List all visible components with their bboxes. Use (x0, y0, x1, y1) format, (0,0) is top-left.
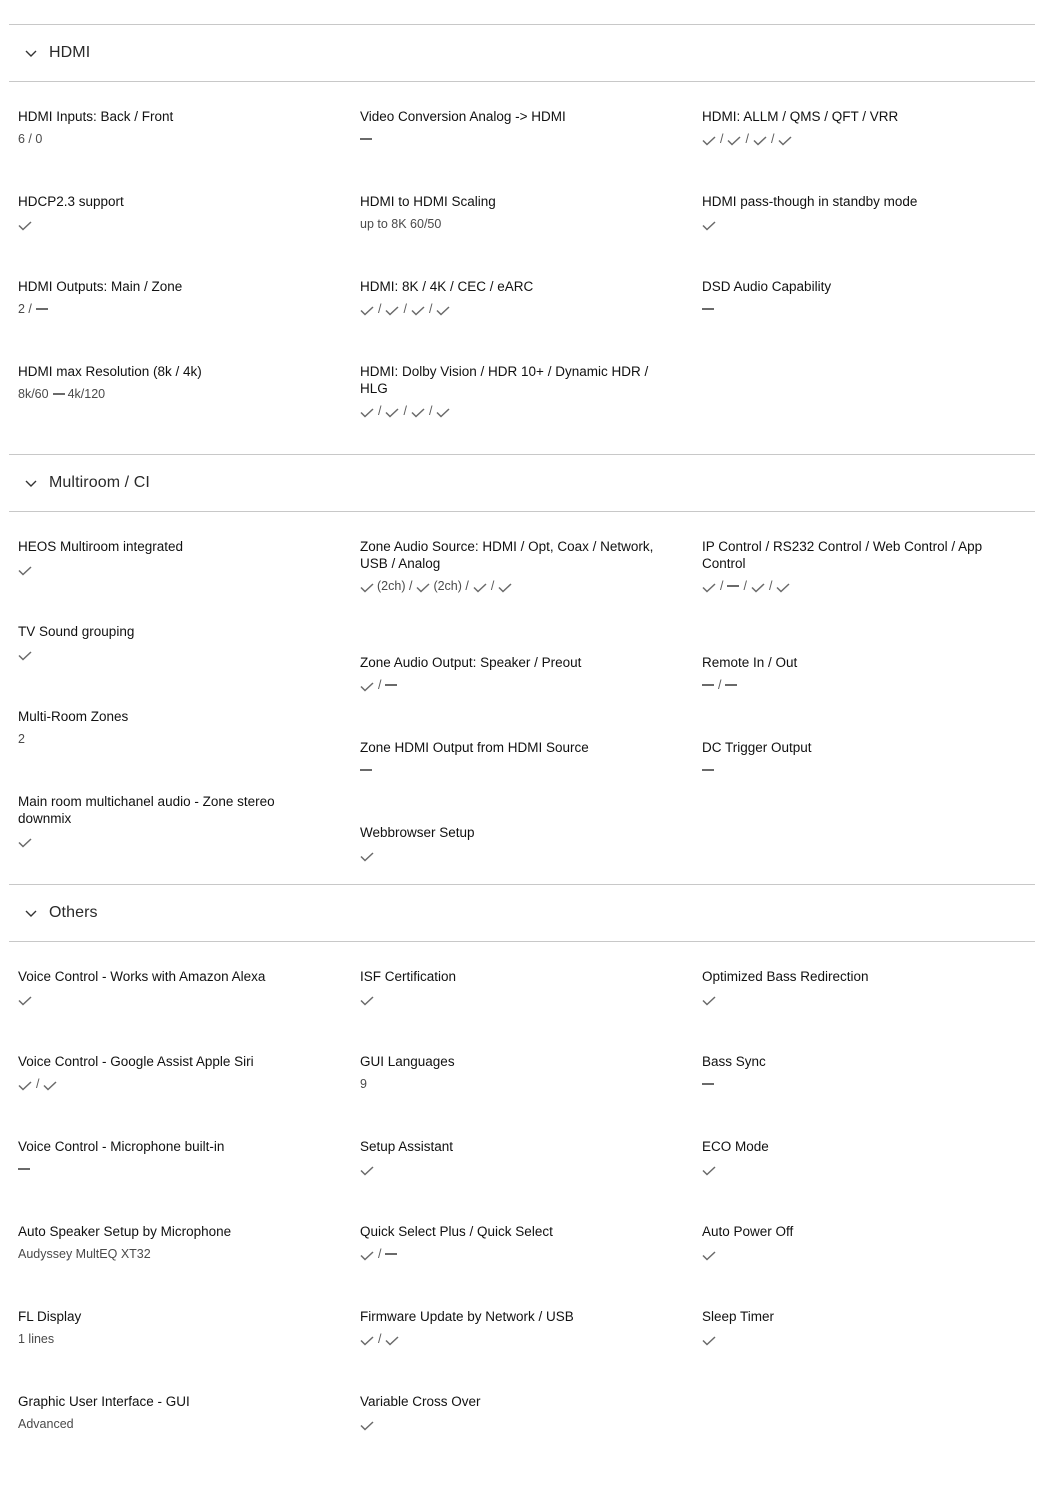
spec-value (18, 1331, 327, 1347)
chevron-down-icon (23, 905, 39, 921)
spec-label: HDCP2.3 support (18, 194, 124, 209)
dash-icon (385, 1253, 397, 1255)
spec-value (360, 762, 669, 778)
spec-value (18, 216, 327, 232)
spec-item (351, 538, 693, 608)
check-icon (702, 1334, 716, 1344)
spec-value (360, 991, 669, 1007)
spec-value (18, 301, 327, 317)
spec-value (360, 677, 669, 693)
separator: / (720, 579, 724, 593)
spec-label: Auto Power Off (702, 1224, 794, 1239)
spec-item (9, 1138, 351, 1208)
spec-value (702, 578, 1011, 594)
spec-item (693, 1138, 1035, 1208)
spec-value (360, 1416, 669, 1432)
separator: / (490, 579, 495, 593)
spec-item (693, 1308, 1035, 1378)
chevron-down-icon (23, 475, 39, 491)
dash-icon (702, 1083, 714, 1085)
spec-item (9, 108, 351, 178)
dash-icon (702, 769, 714, 771)
spec-value-text: 8k/60 (18, 387, 49, 401)
spec-label: Remote In / Out (702, 655, 798, 670)
spec-item (351, 1138, 693, 1208)
spec-value-text: 1 lines (18, 1332, 55, 1346)
spec-label: Firmware Update by Network / USB (360, 1309, 574, 1324)
spec-value (360, 1076, 669, 1092)
spec-value (702, 1161, 1011, 1177)
check-icon (702, 994, 716, 1004)
dash-icon (725, 684, 737, 686)
separator: / (720, 132, 724, 146)
spec-label: HDMI Inputs: Back / Front (18, 109, 174, 124)
spec-item (9, 968, 351, 1038)
spec-value (702, 131, 1011, 147)
separator: / (745, 132, 749, 146)
spec-label: Voice Control - Works with Amazon Alexa (18, 969, 266, 984)
spec-grid (9, 512, 1035, 884)
separator: / (428, 302, 433, 316)
check-icon (702, 581, 716, 591)
dash-icon (53, 393, 65, 395)
spec-item (9, 623, 351, 693)
spec-value (18, 731, 327, 747)
separator: / (378, 404, 382, 418)
spec-label: ISF Certification (360, 969, 457, 984)
spec-item (351, 623, 693, 693)
spec-label: Graphic User Interface - GUI (18, 1394, 190, 1409)
spec-item (351, 1223, 693, 1293)
spec-item (351, 108, 693, 178)
spec-item (9, 1223, 351, 1293)
check-icon (360, 1419, 374, 1429)
check-icon (360, 994, 374, 1004)
separator: / (378, 302, 382, 316)
spec-item (9, 1053, 351, 1123)
spec-item (9, 1308, 351, 1378)
spec-label: FL Display (18, 1309, 82, 1324)
dash-icon (385, 684, 397, 686)
spec-label: DC Trigger Output (702, 740, 812, 755)
spec-item (9, 363, 351, 433)
spec-value (360, 216, 669, 232)
spec-value (360, 301, 669, 317)
check-icon (43, 1079, 57, 1089)
spec-label: Zone Audio Output: Speaker / Preout (360, 655, 582, 670)
dash-icon (702, 684, 714, 686)
spec-label: Multi-Room Zones (18, 709, 129, 724)
check-icon (18, 649, 32, 659)
spec-label: Video Conversion Analog -> HDMI (360, 109, 566, 124)
spec-item (693, 193, 1035, 263)
dash-icon (360, 138, 372, 140)
spec-value-text: (2ch) / (433, 579, 469, 593)
spec-label: HDMI to HDMI Scaling (360, 194, 496, 209)
spec-item (9, 1393, 351, 1463)
spec-label: HDMI pass-though in standby mode (702, 194, 918, 209)
spec-value (702, 301, 1011, 317)
spec-value (702, 762, 1011, 778)
check-icon (702, 134, 716, 144)
spec-label: Zone Audio Source: HDMI / Opt, Coax / Network, USB / Analog (360, 539, 654, 571)
dash-icon (727, 585, 739, 587)
check-icon (360, 680, 374, 690)
spec-value (18, 1161, 327, 1177)
spec-label: DSD Audio Capability (702, 279, 832, 294)
dash-icon (702, 308, 714, 310)
separator: / (378, 678, 382, 692)
section-title: Multiroom / CI (49, 474, 150, 491)
spec-value (702, 216, 1011, 232)
spec-value-text: up to 8K 60/50 (360, 217, 442, 231)
check-icon (360, 304, 374, 314)
spec-label: Webbrowser Setup (360, 825, 475, 840)
spec-value (18, 1416, 327, 1432)
spec-item (693, 968, 1035, 1038)
spec-value (702, 1076, 1011, 1092)
spec-item (9, 708, 351, 778)
section-multiroom (9, 454, 1035, 884)
spec-label: Setup Assistant (360, 1139, 454, 1154)
check-icon (753, 134, 767, 144)
spec-item (9, 793, 351, 863)
spec-item (693, 278, 1035, 348)
check-icon (702, 1249, 716, 1259)
section-toggle-others[interactable] (9, 885, 1035, 942)
check-icon (360, 406, 374, 416)
spec-page (9, 24, 1035, 1484)
spec-label: HDMI: ALLM / QMS / QFT / VRR (702, 109, 899, 124)
check-icon (702, 219, 716, 229)
spec-item (693, 108, 1035, 178)
separator: / (718, 678, 722, 692)
spec-value-text: (2ch) / (377, 579, 413, 593)
spec-value-text: 4k/120 (67, 387, 106, 401)
spec-label: Variable Cross Over (360, 1394, 481, 1409)
separator: / (378, 1247, 382, 1261)
section-toggle-multiroom[interactable] (9, 455, 1035, 512)
check-icon (416, 581, 430, 591)
spec-grid (9, 942, 1035, 1484)
check-icon (18, 564, 32, 574)
dash-icon (360, 769, 372, 771)
check-icon (411, 304, 425, 314)
separator: / (743, 579, 747, 593)
spec-item (693, 623, 1035, 693)
check-icon (498, 581, 512, 591)
spec-value (702, 991, 1011, 1007)
spec-item (351, 1393, 693, 1463)
check-icon (776, 581, 790, 591)
spec-item (351, 278, 693, 348)
spec-empty (693, 1393, 1035, 1463)
separator: / (428, 404, 433, 418)
spec-item (351, 968, 693, 1038)
spec-label: TV Sound grouping (18, 624, 135, 639)
spec-item (351, 1308, 693, 1378)
spec-item (9, 278, 351, 348)
spec-empty (693, 363, 1035, 433)
section-title: HDMI (49, 44, 91, 61)
spec-label: GUI Languages (360, 1054, 455, 1069)
spec-label: Voice Control - Google Assist Apple Siri (18, 1054, 254, 1069)
spec-label: HDMI Outputs: Main / Zone (18, 279, 183, 294)
check-icon (751, 581, 765, 591)
separator: / (770, 132, 775, 146)
spec-value-text: Advanced (18, 1417, 74, 1431)
spec-value (360, 131, 669, 147)
spec-value-text: 2 (18, 732, 25, 746)
check-icon (360, 581, 374, 591)
spec-value (360, 1331, 669, 1347)
spec-empty (693, 793, 1035, 863)
spec-value (18, 1076, 327, 1092)
spec-label: Auto Speaker Setup by Microphone (18, 1224, 232, 1239)
spec-item (351, 193, 693, 263)
spec-value (360, 578, 669, 594)
spec-item (9, 193, 351, 263)
spec-value (360, 403, 669, 419)
check-icon (727, 134, 741, 144)
separator: / (36, 1077, 40, 1091)
spec-value (18, 131, 327, 147)
check-icon (18, 219, 32, 229)
check-icon (411, 406, 425, 416)
spec-item (693, 1223, 1035, 1293)
spec-item (351, 793, 693, 863)
spec-item (693, 538, 1035, 608)
spec-label: Bass Sync (702, 1054, 766, 1069)
spec-value-text: 9 (360, 1077, 367, 1091)
check-icon (18, 994, 32, 1004)
check-icon (360, 1334, 374, 1344)
spec-item (351, 363, 693, 433)
spec-value-text: 2 / (18, 302, 32, 316)
spec-value (702, 677, 1011, 693)
spec-item (693, 1053, 1035, 1123)
spec-value (360, 1161, 669, 1177)
spec-label: Optimized Bass Redirection (702, 969, 869, 984)
spec-item (351, 708, 693, 778)
section-others (9, 884, 1035, 1484)
chevron-down-icon (23, 45, 39, 61)
check-icon (778, 134, 792, 144)
spec-value (18, 561, 327, 577)
spec-value (18, 833, 327, 849)
spec-label: HDMI: Dolby Vision / HDR 10+ / Dynamic HDR / HLG (360, 364, 649, 396)
spec-value-text: 6 / 0 (18, 132, 43, 146)
spec-label: Voice Control - Microphone built-in (18, 1139, 225, 1154)
check-icon (473, 581, 487, 591)
check-icon (702, 1164, 716, 1174)
spec-label: Zone HDMI Output from HDMI Source (360, 740, 589, 755)
dash-icon (36, 308, 48, 310)
spec-label: HDMI max Resolution (8k / 4k) (18, 364, 202, 379)
spec-value (360, 847, 669, 863)
spec-value-text: Audyssey MultEQ XT32 (18, 1247, 151, 1261)
spec-item (9, 538, 351, 608)
spec-label: Sleep Timer (702, 1309, 775, 1324)
spec-label: HDMI: 8K / 4K / CEC / eARC (360, 279, 534, 294)
section-hdmi (9, 24, 1035, 454)
separator: / (403, 404, 407, 418)
check-icon (385, 304, 399, 314)
spec-item (351, 1053, 693, 1123)
spec-label: HEOS Multiroom integrated (18, 539, 184, 554)
spec-label: IP Control / RS232 Control / Web Control / App Control (702, 539, 983, 571)
spec-value (360, 1246, 669, 1262)
section-title: Others (49, 904, 98, 921)
spec-label: Quick Select Plus / Quick Select (360, 1224, 553, 1239)
dash-icon (18, 1168, 30, 1170)
check-icon (385, 406, 399, 416)
separator: / (403, 302, 407, 316)
spec-value (18, 646, 327, 662)
spec-value (702, 1246, 1011, 1262)
check-icon (360, 850, 374, 860)
separator: / (768, 579, 773, 593)
spec-label: ECO Mode (702, 1139, 769, 1154)
check-icon (18, 1079, 32, 1089)
check-icon (385, 1334, 399, 1344)
spec-value (18, 1246, 327, 1262)
spec-label: Main room multichanel audio - Zone stereo downmix (18, 794, 275, 826)
spec-grid (9, 82, 1035, 454)
check-icon (436, 406, 450, 416)
spec-value (18, 991, 327, 1007)
check-icon (436, 304, 450, 314)
section-toggle-hdmi[interactable] (9, 25, 1035, 82)
check-icon (360, 1249, 374, 1259)
check-icon (18, 836, 32, 846)
spec-value (18, 386, 327, 402)
spec-item (693, 708, 1035, 778)
spec-value (702, 1331, 1011, 1347)
separator: / (378, 1332, 382, 1346)
check-icon (360, 1164, 374, 1174)
